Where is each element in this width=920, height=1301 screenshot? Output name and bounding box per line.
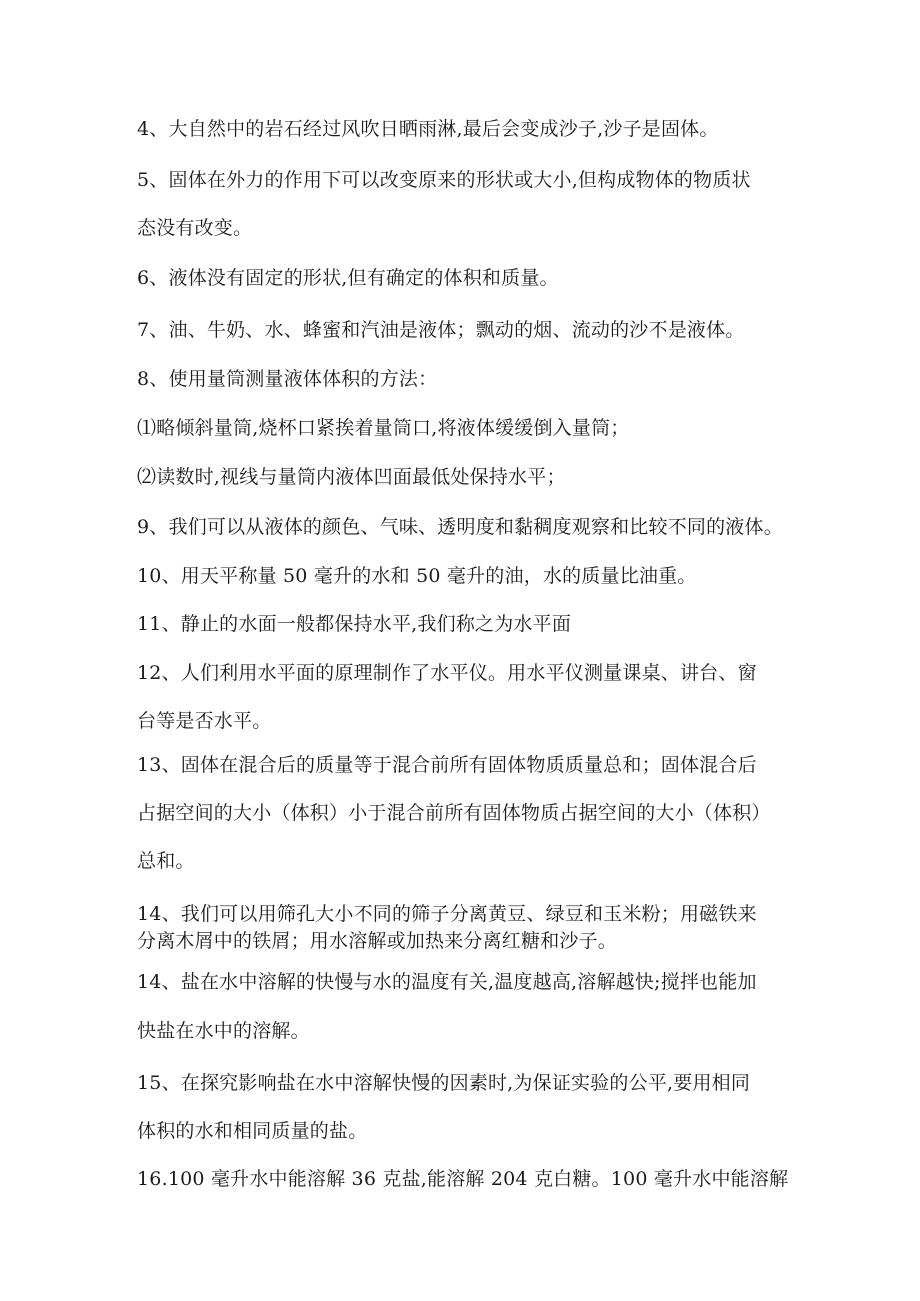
text-line: ⑴略倾斜量筒,烧杯口紧挨着量筒口,将液体缓缓倒入量筒； [137,417,630,439]
text-line: 16.100 毫升水中能溶解 36 克盐,能溶解 204 克白糖。100 毫升水中能溶解 [137,1168,789,1190]
text-line: 12、人们利用水平面的原理制作了水平仪。用水平仪测量课桌、讲台、窗 [137,662,757,684]
text-line: 10、用天平称量 50 毫升的水和 50 毫升的油，水的质量比油重。 [137,565,697,587]
text-line: 占据空间的大小（体积）小于混合前所有固体物质占据空间的大小（体积） [137,802,771,824]
text-line: 14、盐在水中溶解的快慢与水的温度有关,温度越高,溶解越快;搅拌也能加 [137,971,757,993]
text-line: 分离木屑中的铁屑；用水溶解或加热来分离红糖和沙子。 [137,930,618,952]
text-line: 态没有改变。 [137,217,253,239]
text-line: 15、在探究影响盐在水中溶解快慢的因素时,为保证实验的公平,要用相同 [137,1072,751,1094]
text-line: 14、我们可以用筛孔大小不同的筛子分离黄豆、绿豆和玉米粉；用磁铁来 [137,903,757,925]
text-line: 快盐在水中的溶解。 [137,1020,310,1042]
text-line: 体积的水和相同质量的盐。 [137,1120,368,1142]
text-line: 4、大自然中的岩石经过风吹日晒雨淋,最后会变成沙子,沙子是固体。 [137,118,719,140]
text-line: 7、油、牛奶、水、蜂蜜和汽油是液体；飘动的烟、流动的沙不是液体。 [137,319,745,341]
text-line: 11、静止的水面一般都保持水平,我们称之为水平面 [137,613,572,635]
text-line: 5、固体在外力的作用下可以改变原来的形状或大小,但构成物体的物质状 [137,169,751,191]
text-line: 9、我们可以从液体的颜色、气味、透明度和黏稠度观察和比较不同的液体。 [137,516,783,538]
text-line: 总和。 [137,850,195,872]
text-line: 台等是否水平。 [137,710,272,732]
text-line: 6、液体没有固定的形状,但有确定的体积和质量。 [137,267,559,289]
text-line: 8、使用量筒测量液体体积的方法： [137,368,438,390]
text-line: ⑵读数时,视线与量筒内液体凹面最低处保持水平； [137,466,566,488]
text-line: 13、固体在混合后的质量等于混合前所有固体物质质量总和；固体混合后 [137,754,757,776]
